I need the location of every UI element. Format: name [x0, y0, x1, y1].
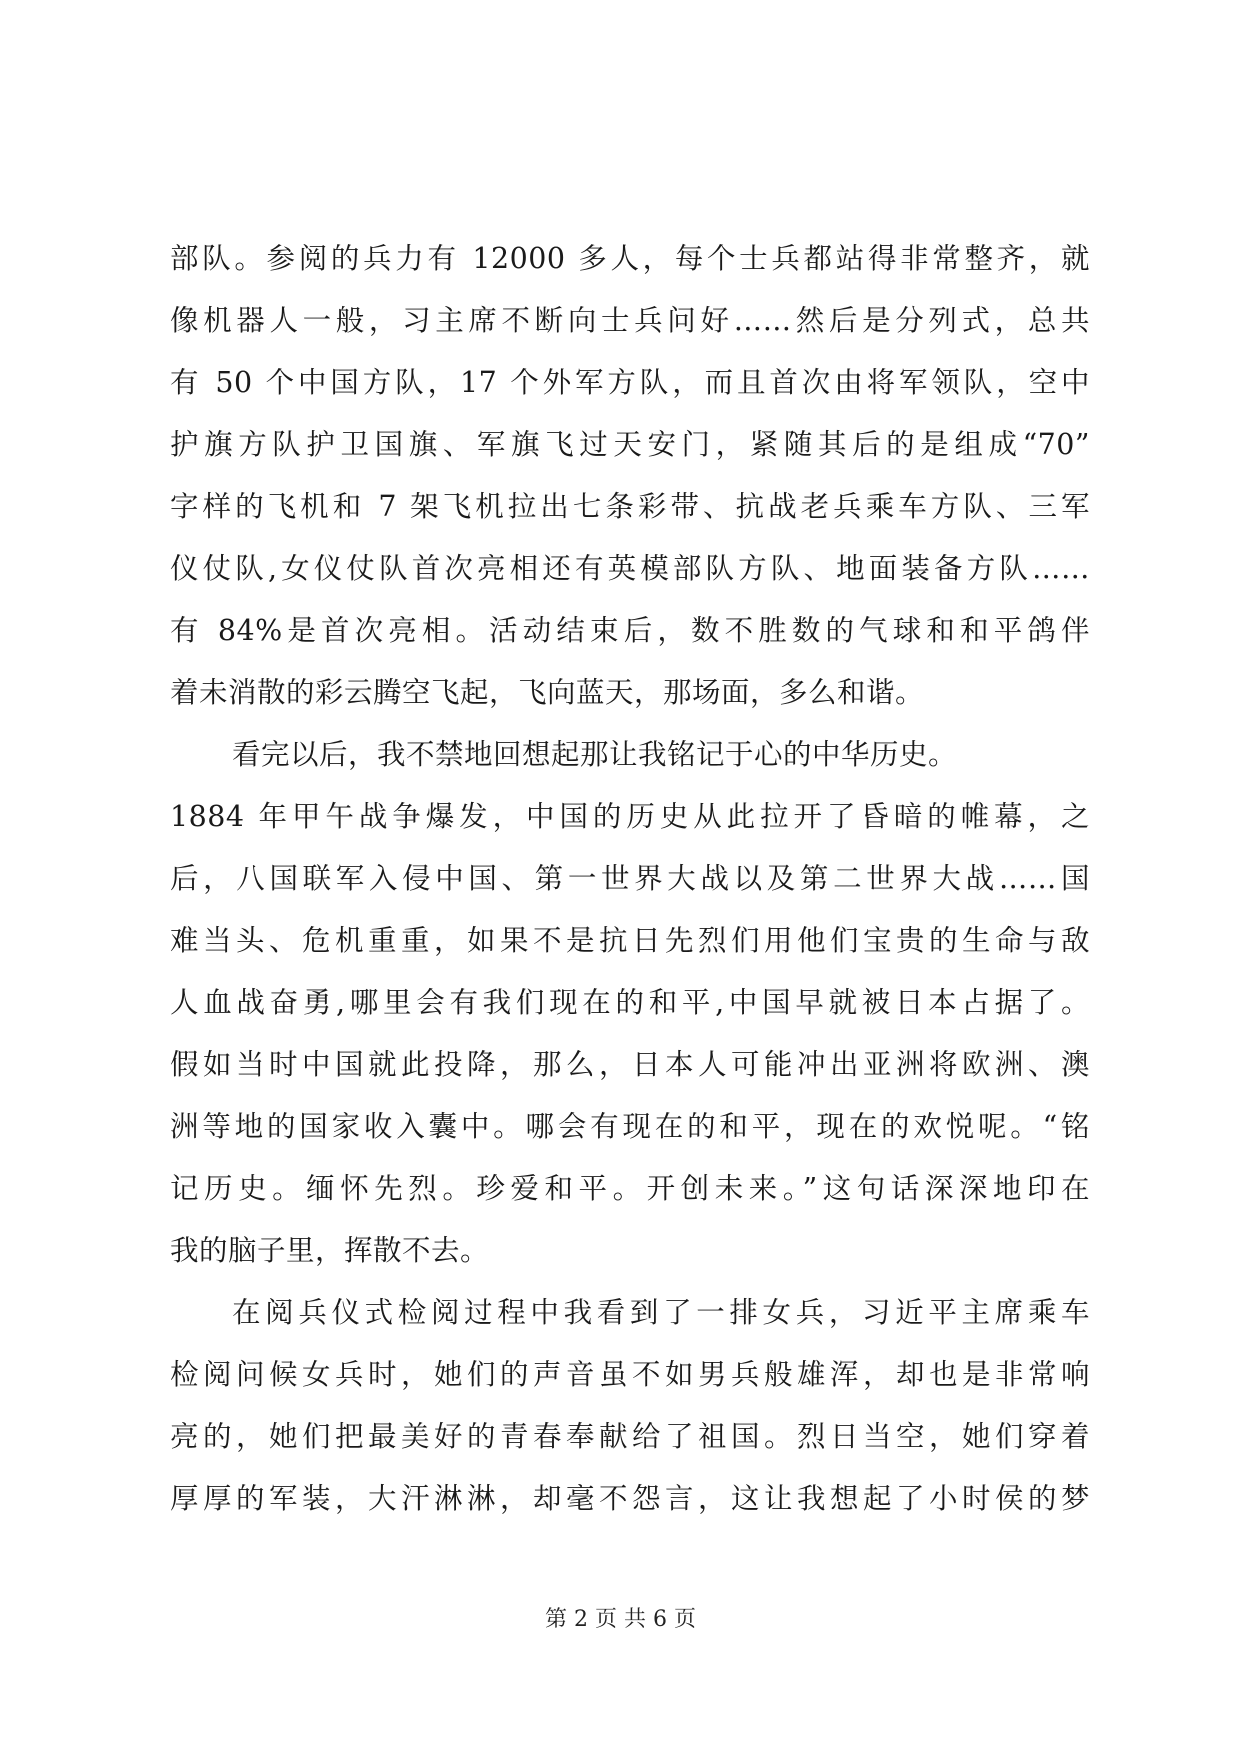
text-line: 1884 年甲午战争爆发，中国的历史从此拉开了昏暗的帷幕，之: [170, 800, 1090, 833]
body-text: [170, 228, 1090, 1530]
text-line: 人血战奋勇,哪里会有我们现在的和平,中国早就被日本占据了。: [170, 986, 1090, 1019]
text-line: 部队。参阅的兵力有 12000 多人，每个士兵都站得非常整齐，就: [170, 242, 1090, 275]
page-number-footer: 第 2 页 共 6 页: [545, 1607, 696, 1632]
text-line: 看完以后，我不禁地回想起那让我铭记于心的中华历史。: [232, 738, 958, 771]
text-line: 厚厚的军装，大汗淋淋，却毫不怨言，这让我想起了小时侯的梦: [170, 1482, 1090, 1515]
text-line: 难当头、危机重重，如果不是抗日先烈们用他们宝贵的生命与敌: [170, 924, 1090, 957]
paragraph-1: [170, 228, 1090, 724]
text-line: 字样的飞机和 7 架飞机拉出七条彩带、抗战老兵乘车方队、三军: [170, 490, 1090, 523]
text-line: 记历史。缅怀先烈。珍爱和平。开创未来。”这句话深深地印在: [170, 1172, 1090, 1205]
text-line: 有 50 个中国方队，17 个外军方队，而且首次由将军领队，空中: [170, 366, 1090, 399]
text-line: 检阅问候女兵时，她们的声音虽不如男兵般雄浑，却也是非常响: [170, 1358, 1090, 1391]
text-line: 有 84%是首次亮相。活动结束后，数不胜数的气球和和平鸽伴: [170, 614, 1090, 647]
paragraph-2: [170, 724, 1090, 1282]
text-line: 洲等地的国家收入囊中。哪会有现在的和平，现在的欢悦呢。“铭: [170, 1110, 1090, 1143]
text-line: 护旗方队护卫国旗、军旗飞过天安门，紧随其后的是组成“70”: [170, 428, 1090, 461]
text-line: 仪仗队,女仪仗队首次亮相还有英模部队方队、地面装备方队……: [170, 552, 1090, 585]
paragraph-3: [170, 1282, 1090, 1530]
text-line: 在阅兵仪式检阅过程中我看到了一排女兵，习近平主席乘车: [232, 1296, 1090, 1329]
text-line: 我的脑子里，挥散不去。: [170, 1234, 490, 1267]
text-line: 亮的，她们把最美好的青春奉献给了祖国。烈日当空，她们穿着: [170, 1420, 1090, 1453]
text-line: 后，八国联军入侵中国、第一世界大战以及第二世界大战……国: [170, 862, 1090, 895]
text-line: 假如当时中国就此投降，那么，日本人可能冲出亚洲将欧洲、澳: [170, 1048, 1090, 1081]
text-line: 像机器人一般，习主席不断向士兵问好……然后是分列式，总共: [170, 304, 1090, 337]
text-line: 着未消散的彩云腾空飞起，飞向蓝天，那场面，多么和谐。: [170, 676, 925, 709]
